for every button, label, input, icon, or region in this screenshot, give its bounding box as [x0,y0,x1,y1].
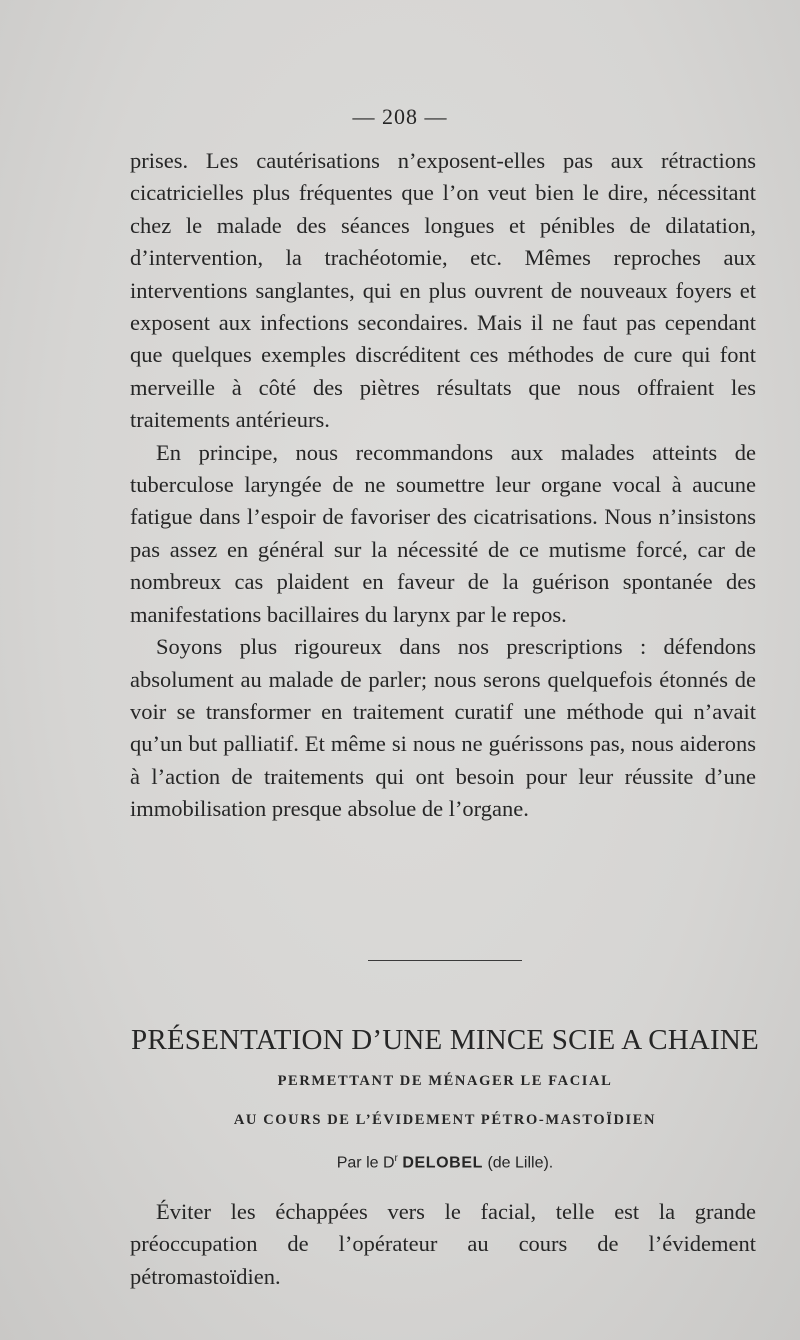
article-title: PRÉSENTATION D’UNE MINCE SCIE A CHAINE [131,1024,759,1056]
article-subtitle: AU COURS DE L’ÉVIDEMENT PÉTRO-MASTOÏDIEN [233,1112,657,1128]
byline [130,1153,760,1172]
previous-article-text [130,145,756,826]
paragraph: En principe, nous recommandons aux malades atteints de tuberculose laryngée de ne soumettre leur organe vocal à aucune fatigue dans l’espoir de favoriser des cicatrisations. Nous n’insistons pas assez en général sur la nécessité de ce mutisme forcé, car de nombreux cas plaident en faveur de la guérison spontanée des manifestations bacillaires du larynx par le repos. [130,439,756,627]
byline-sup: r [394,1153,398,1164]
page-number: — 208 — [352,104,448,129]
section-divider [368,960,522,961]
paragraph: Soyons plus rigoureux dans nos prescriptions : défendons absolument au malade de parler; nous serons quelquefois étonnés de voir se transformer en traitement curatif une méthode qui n’avait qu’un but palliatif. Et même si nous ne guérissons pas, nous aiderons à l’action de traitements qui ont besoin pour leur réussite d’une immobilisation presque absolue de l’organe. [130,634,756,822]
author-name: DELOBEL [402,1154,483,1172]
paragraph-continued: prises. Les cautérisations n’exposent-elles pas aux rétractions cicatricielles plus fréquentes que l’on veut bien le dire, nécessitant chez le malade des séances longues et pénibles de dilatation, d’intervention, la trachéotomie, etc. Mêmes reproches aux interventions sanglantes, qui en plus ouvrent de nouveaux foyers et exposent aux infections secondaires. Mais il ne faut pas cependant que quelques exemples discréditent ces méthodes de cure qui font merveille à côté des piètres résultats que nous offraient les traitements antérieurs. [130,148,756,433]
author-location: (de Lille). [487,1154,554,1172]
article-text [130,1196,756,1293]
byline-prefix: Par le D [336,1154,395,1172]
article-subtitle: PERMETTANT DE MÉNAGER LE FACIAL [277,1073,613,1089]
paragraph: Éviter les échappées vers le facial, telle est la grande préoccupation de l’opérateur au cours de l’évidement pétromastoïdien. [130,1199,756,1289]
